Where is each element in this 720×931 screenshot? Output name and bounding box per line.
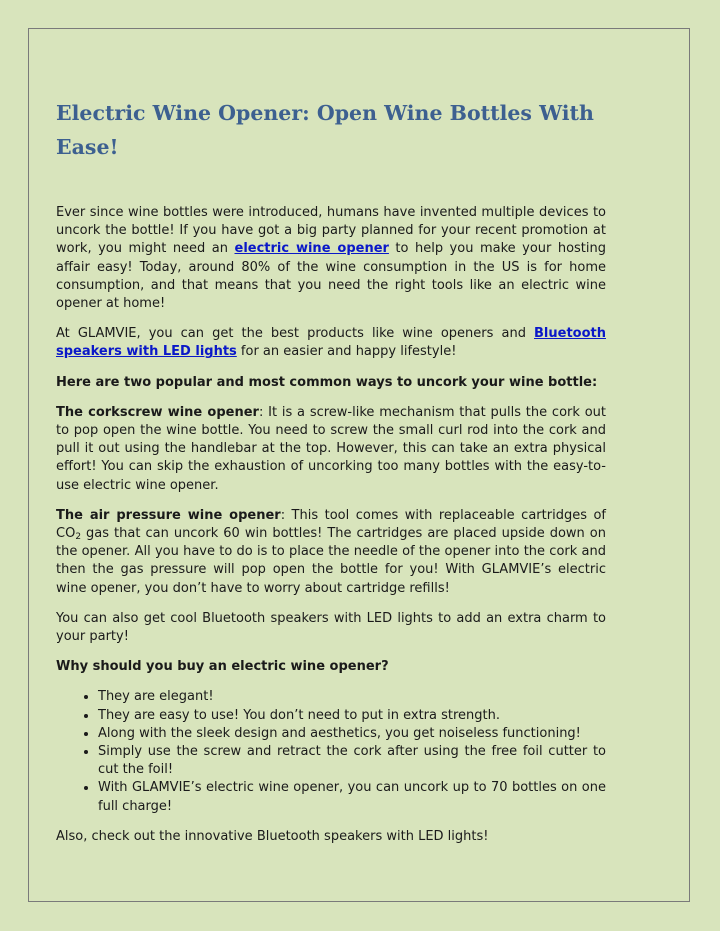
- reason-item: • Simply use the screw and retract the cork after using the free foil cutter to cut the foil!: [98, 743, 606, 779]
- ways-heading: [56, 374, 606, 392]
- why-heading: [56, 658, 606, 676]
- corkscrew-label: The corkscrew wine opener: [56, 404, 259, 420]
- reason-item: • Along with the sleek design and aesthetics, you get noiseless functioning!: [98, 725, 606, 743]
- reason-item: • With GLAMVIE’s electric wine opener, you can uncork up to 70 bottles on one full charge!: [98, 779, 606, 815]
- glamvie-text-after: for an easier and happy lifestyle!: [236, 344, 457, 360]
- intro-text-before: Ever since wine bottles were introduced, humans have invented multiple devices to uncork the bottle! If you have got a big party planned for your recent promotion at work, you might need an: [56, 205, 606, 257]
- electric-wine-opener-link[interactable]: electric wine opener: [234, 241, 389, 257]
- reason-item: • They are easy to use! You don’t need to put in extra strength.: [98, 707, 606, 725]
- glamvie-text-before: At GLAMVIE, you can get the best products like wine openers and: [56, 326, 535, 342]
- intro-paragraph: [56, 204, 606, 313]
- glamvie-paragraph: [56, 325, 606, 361]
- reason-item: • They are elegant!: [98, 688, 606, 706]
- air-pressure-paragraph: [56, 507, 606, 598]
- corkscrew-text: : It is a screw-like mechanism that pulls the cork out to pop open the wine bottle. You need to screw the small curl rod into the cork and pull it out using the handlebar at the top. However, this can take an extra physical effort! You can skip the exhaustion of uncorking too many bottles with the easy-to-use electric wine opener.: [56, 404, 606, 493]
- why-heading-text: Why should you buy an electric wine opener?: [56, 659, 389, 675]
- co2-subscript: 2: [75, 532, 82, 543]
- corkscrew-paragraph: [56, 404, 606, 495]
- bluetooth-speakers-link[interactable]: Bluetooth speakers with LED lights: [56, 326, 606, 360]
- document-body: [56, 96, 606, 858]
- intro-text-after: to help you make your hosting affair easy! Today, around 80% of the wine consumption in the US is for home consumption, and that means that you need the right tools like an electric wine opener at home!: [56, 241, 607, 312]
- document-title: Electric Wine Opener: Open Wine Bottles With Ease!: [56, 101, 594, 159]
- speakers-paragraph: You can also get cool Bluetooth speakers with LED lights to add an extra charm to your party!: [56, 610, 606, 645]
- air-pressure-text-after: gas that can uncork 60 win bottles! The cartridges are placed upside down on the opener. All you have to do is to place the needle of the opener into the cork and then the gas pressure will pop open the bottle for you! With GLAMVIE’s electric wine opener, you don’t have to worry about cartridge refills!: [56, 526, 606, 596]
- air-pressure-label: The air pressure wine opener: [56, 507, 281, 523]
- reasons-list: [56, 688, 606, 815]
- ways-heading-text: Here are two popular and most common ways to uncork your wine bottle:: [56, 374, 598, 390]
- air-pressure-text-before: : This tool comes with replaceable cartridges of CO: [56, 507, 606, 542]
- closing-paragraph: Also, check out the innovative Bluetooth speakers with LED lights!: [56, 828, 489, 844]
